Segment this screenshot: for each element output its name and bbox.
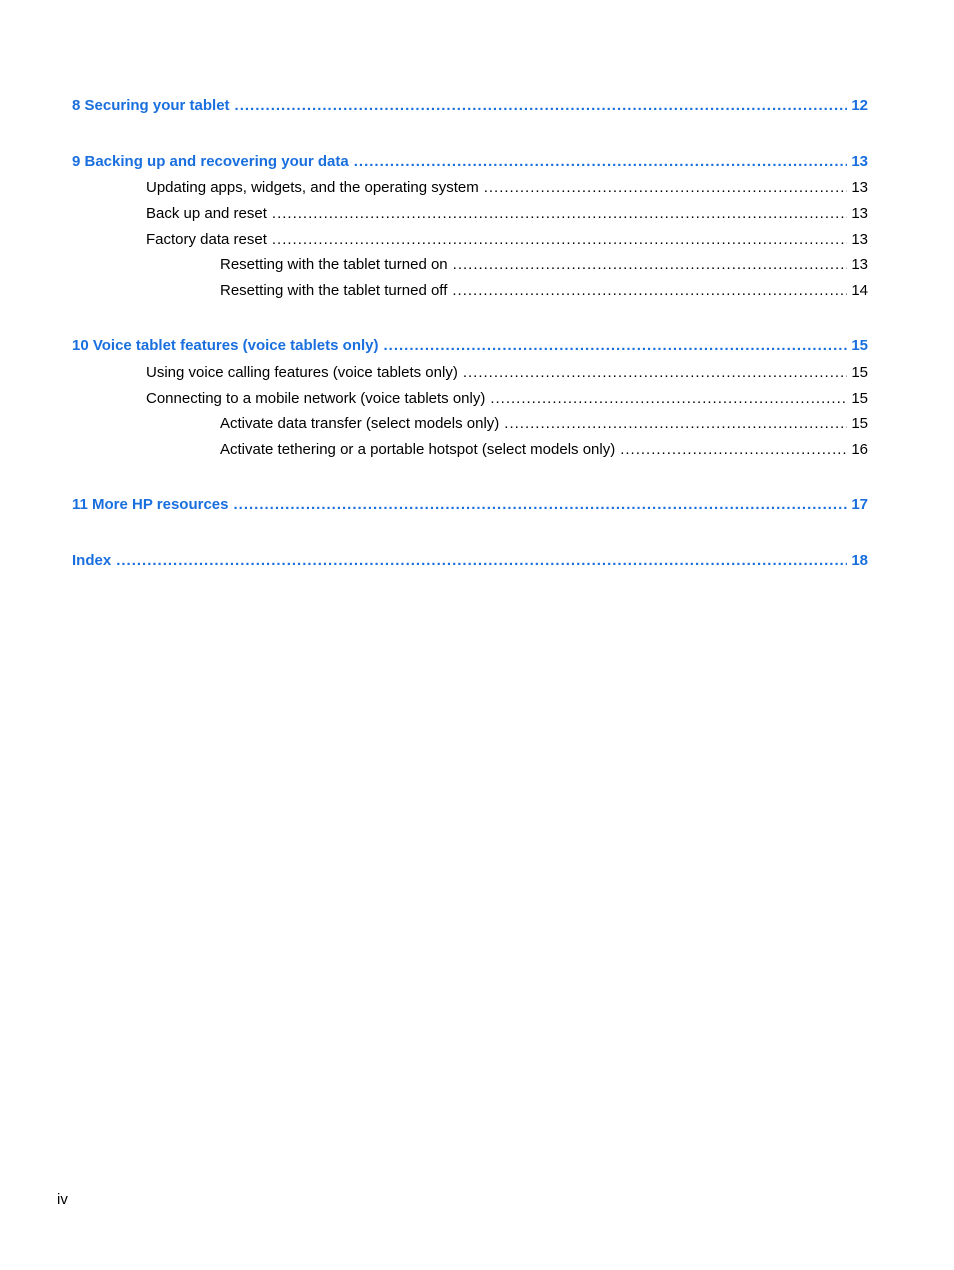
toc-entry-title: 10 Voice tablet features (voice tablets only) <box>72 337 379 354</box>
toc-dot-leader <box>453 254 848 276</box>
toc-entry-page: 15 <box>851 364 868 381</box>
toc-entry-page: 13 <box>851 179 868 196</box>
toc-entry-title: Resetting with the tablet turned on <box>220 256 448 273</box>
toc-entry-page: 15 <box>851 390 868 407</box>
toc-entry-page: 12 <box>851 97 868 114</box>
toc-entry-page: 15 <box>851 337 868 354</box>
toc-dot-leader <box>354 151 848 173</box>
page-number: iv <box>57 1191 68 1208</box>
toc-entry-page: 17 <box>851 496 868 513</box>
toc-entry-page: 18 <box>851 552 868 569</box>
toc-section-entry[interactable] <box>72 280 868 302</box>
toc-dot-leader <box>484 177 848 199</box>
toc-entry-page: 13 <box>851 205 868 222</box>
toc-section-entry[interactable] <box>72 388 868 410</box>
toc-section-entry[interactable] <box>72 362 868 384</box>
toc-chapter-entry[interactable] <box>72 95 868 117</box>
toc-entry-title: Connecting to a mobile network (voice tablets only) <box>146 390 486 407</box>
toc-dot-leader <box>272 229 847 251</box>
toc-section-entry[interactable] <box>72 203 868 225</box>
toc-dot-leader <box>620 439 847 461</box>
toc-dot-leader <box>504 413 847 435</box>
toc-dot-leader <box>116 550 847 572</box>
toc-entry-page: 16 <box>851 441 868 458</box>
toc-entry-title: Activate data transfer (select models only) <box>220 415 500 432</box>
toc-section-entry[interactable] <box>72 439 868 461</box>
toc-entry-title: 8 Securing your tablet <box>72 97 230 114</box>
toc-dot-leader <box>452 280 847 302</box>
toc-entry-title: 9 Backing up and recovering your data <box>72 153 349 170</box>
toc-dot-leader <box>384 335 848 357</box>
toc-entry-title: Index <box>72 552 112 569</box>
toc-entry-page: 13 <box>851 256 868 273</box>
toc-entry-page: 13 <box>851 153 868 170</box>
toc-entry-page: 13 <box>851 231 868 248</box>
toc-section-entry[interactable] <box>72 229 868 251</box>
toc-section-entry[interactable] <box>72 413 868 435</box>
toc-chapter-entry[interactable] <box>72 494 868 516</box>
toc-section-entry[interactable] <box>72 254 868 276</box>
toc-entry-title: Resetting with the tablet turned off <box>220 282 448 299</box>
toc-dot-leader <box>235 95 848 117</box>
toc-dot-leader <box>490 388 847 410</box>
toc-dot-leader <box>463 362 847 384</box>
toc-entry-page: 14 <box>851 282 868 299</box>
toc-dot-leader <box>233 494 847 516</box>
toc-entry-title: 11 More HP resources <box>72 496 229 513</box>
toc-entry-title: Updating apps, widgets, and the operating system <box>146 179 479 196</box>
toc-dot-leader <box>272 203 847 225</box>
toc-entry-title: Using voice calling features (voice tablets only) <box>146 364 458 381</box>
toc-chapter-entry[interactable] <box>72 335 868 357</box>
toc-entry-title: Back up and reset <box>146 205 267 222</box>
toc-chapter-entry[interactable] <box>72 550 868 572</box>
toc-entry-page: 15 <box>851 415 868 432</box>
toc-chapter-entry[interactable] <box>72 151 868 173</box>
toc-entry-title: Factory data reset <box>146 231 267 248</box>
toc-section-entry[interactable] <box>72 177 868 199</box>
toc-entry-title: Activate tethering or a portable hotspot (select models only) <box>220 441 616 458</box>
